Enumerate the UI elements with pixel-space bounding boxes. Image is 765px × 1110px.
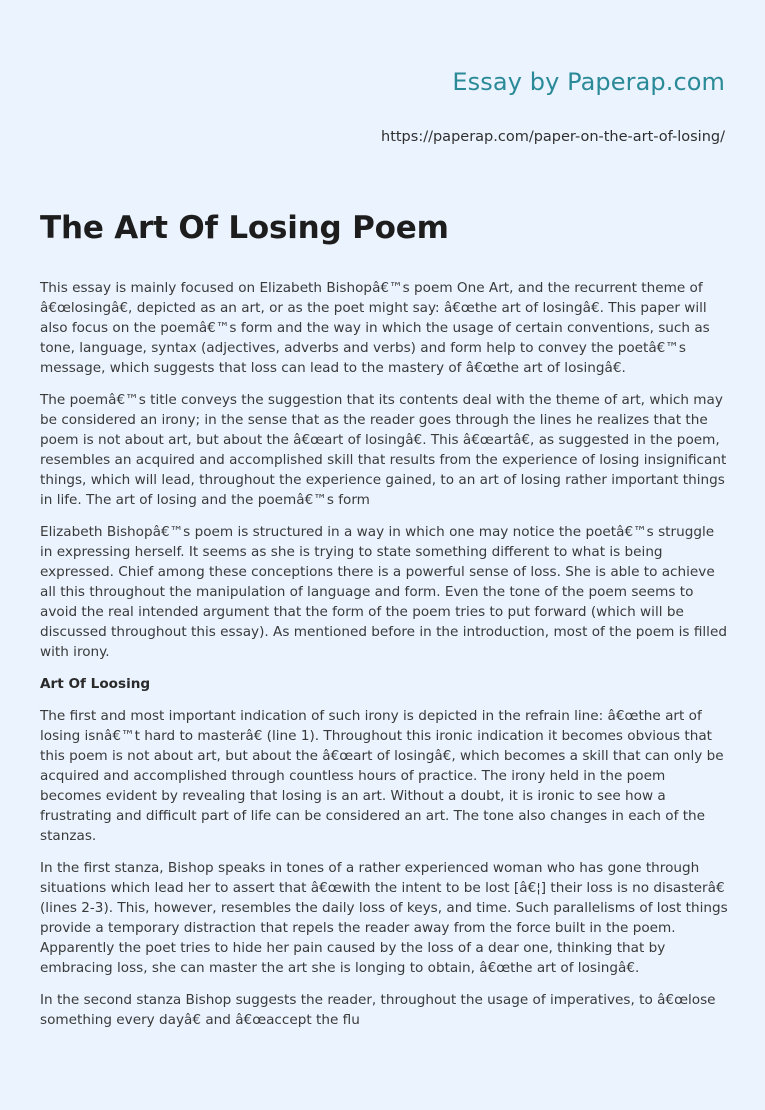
site-brand[interactable]: Essay by Paperap.com [452,68,725,96]
essay-body [40,278,728,1042]
paragraph-title-analysis: The poemâ€™s title conveys the suggestion that its contents deal with the theme of art, which may be considered an irony; in the sense that as the reader goes through the lines he realizes that the poem is not about art, but about the â€œart of losingâ€. This â€œartâ€, as suggested in the poem, resembles an acquired and accomplished skill that results from the experience of losing insignificant things, which will lead, throughout the experience gained, to an art of losing rather important things in life. The art of losing and the poemâ€™s form [40,392,727,508]
paragraph-first-stanza: In the first stanza, Bishop speaks in tones of a rather experienced woman who has gone through situations which lead her to assert that â€œwith the intent to be lost [â€¦] their loss is no disasterâ€ (lines 2-3). This, however, resembles the daily loss of keys, and time. Such parallelisms of lost things provide a temporary distraction that repels the reader away from the force built in the poem. Apparently the poet tries to hide her pain caused by the loss of a dear one, thinking that by embracing loss, she can master the art she is longing to obtain, â€œthe art of losingâ€. [40,860,728,976]
paragraph-second-stanza: In the second stanza Bishop suggests the reader, throughout the usage of imperatives, to â€œlose something every dayâ€ and â€œaccept the flu [40,992,716,1028]
source-url[interactable]: https://paperap.com/paper-on-the-art-of-losing/ [381,129,725,145]
paragraph-irony: The first and most important indication of such irony is depicted in the refrain line: â€œthe art of losing isnâ€™t hard to masterâ€ (line 1). Throughout this ironic indication it becomes obvious that this poem is not about art, but about the â€œart of losingâ€, which becomes a skill that can only be acquired and accomplished through countless hours of practice. The irony held in the poem becomes evident by revealing that losing is an art. Without a doubt, it is ironic to see how a frustrating and difficult part of life can be considered an art. The tone also changes in each of the stanzas. [40,708,724,844]
paragraph-intro: This essay is mainly focused on Elizabeth Bishopâ€™s poem One Art, and the recurrent theme of â€œlosingâ€, depicted as an art, or as the poet might say: â€œthe art of losingâ€. This paper will also focus on the poemâ€™s form and the way in which the usage of certain conventions, such as tone, language, syntax (adjectives, adverbs and verbs) and form help to convey the poetâ€™s message, which suggests that loss can lead to the mastery of â€œthe art of losingâ€. [40,280,710,376]
paragraph-structure: Elizabeth Bishopâ€™s poem is structured in a way in which one may notice the poetâ€™s struggle in expressing herself. It seems as she is trying to state something different to what is being expressed. Chief among these conceptions there is a powerful sense of loss. She is able to achieve all this throughout the manipulation of language and form. Even the tone of the poem seems to avoid the real intended argument that the form of the poem tries to put forward (which will be discussed throughout this essay). As mentioned before in the introduction, most of the poem is filled with irony. [40,524,727,660]
section-heading: Art Of Loosing [40,676,151,692]
essay-title: The Art Of Losing Poem [40,210,449,246]
